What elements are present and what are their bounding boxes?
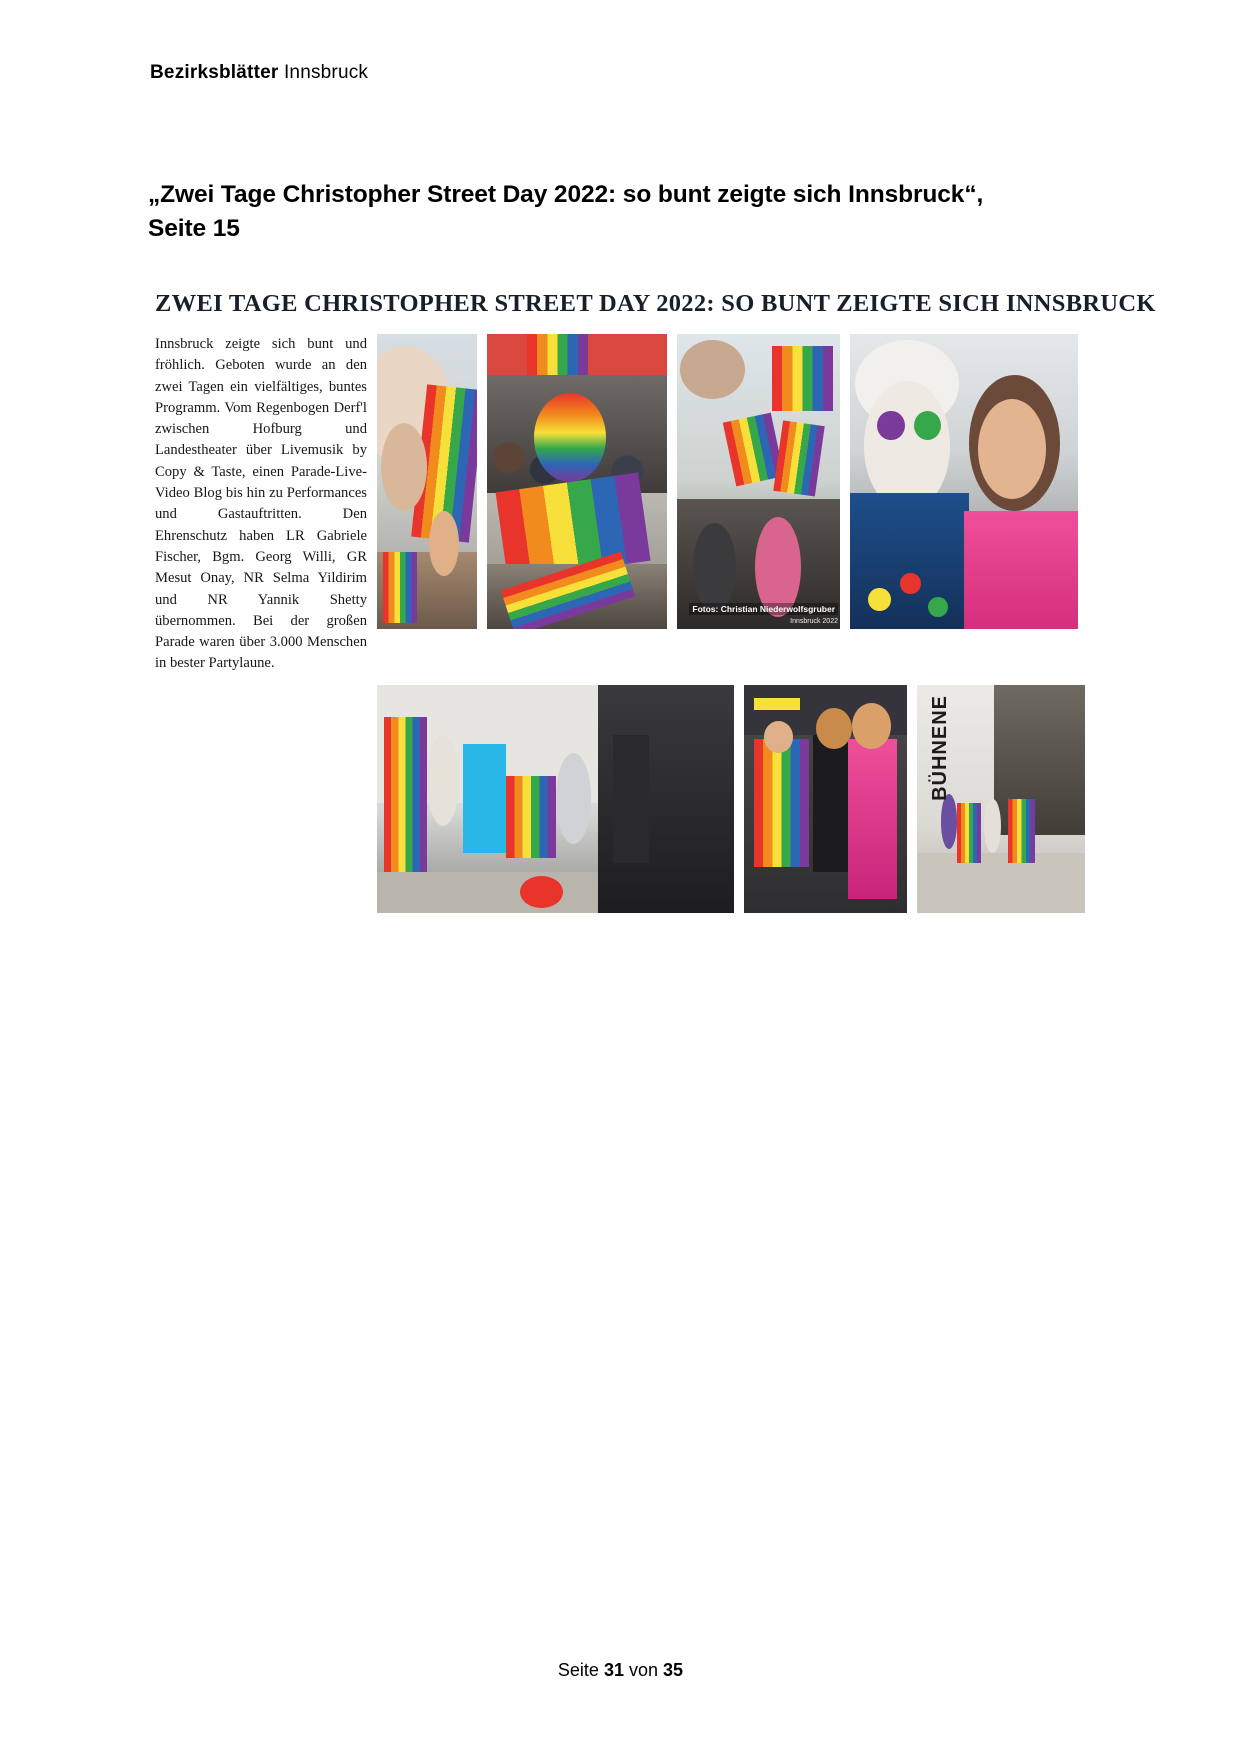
document-header [150, 62, 368, 84]
photo-row-bottom [155, 685, 1085, 913]
page-title-line-2: Seite 15 [148, 214, 240, 242]
article-body-row [155, 334, 1085, 675]
page-footer [0, 1660, 1241, 1681]
photo-credit-sub: Innsbruck 2022 [790, 618, 838, 625]
footer-prefix: Seite [557, 1660, 599, 1680]
publication-edition: Innsbruck [283, 62, 369, 83]
footer-middle: von [629, 1660, 659, 1680]
photo-row-top [377, 334, 1085, 629]
photo-stage-performance [377, 685, 734, 913]
photo-parade-rainbow-cape [377, 334, 477, 629]
footer-page-number: 31 [603, 1660, 624, 1680]
photo-credit: Fotos: Christian Niederwolfsgruber [689, 603, 838, 615]
publication-name: Bezirksblätter [150, 62, 279, 83]
photo-portrait-facepaint [850, 334, 1078, 629]
newspaper-clipping [155, 290, 1156, 913]
article-text: Innsbruck zeigte sich bunt und fröhlich. Geboten wurde an den zwei Tagen ein vielfältiges, buntes Programm. Vom Regenbogen Derf'l zwischen Hofburg und Landestheater über Livemusik by Copy & Taste, einen Parade-Live-Video Blog bis hin zu Performances und Gastauftritten. Den Ehrenschutz haben LR Gabriele Fischer, Bgm. Georg Willi, GR Mesut Onay, NR Selma Yildirim und NR Yannik Shetty übernommen. Bei der großen Parade waren über 3.000 Menschen in bester Partylaune. [155, 336, 367, 672]
photo-couple-costumes [744, 685, 907, 913]
photo-buehne-entrance [917, 685, 1085, 913]
article-headline: ZWEI TAGE CHRISTOPHER STREET DAY 2022: SO BUNT ZEIGTE SICH INNSBRUCK [155, 290, 1156, 317]
photo-flags-street [677, 334, 840, 629]
photo-crowd-rainbow-hair [487, 334, 667, 629]
stage-sign-text: BÜHNENE [928, 694, 951, 801]
footer-total-pages: 35 [663, 1660, 684, 1680]
page-title [148, 178, 1108, 246]
page-title-line-1: „Zwei Tage Christopher Street Day 2022: so bunt zeigte sich Innsbruck“, [148, 181, 984, 208]
